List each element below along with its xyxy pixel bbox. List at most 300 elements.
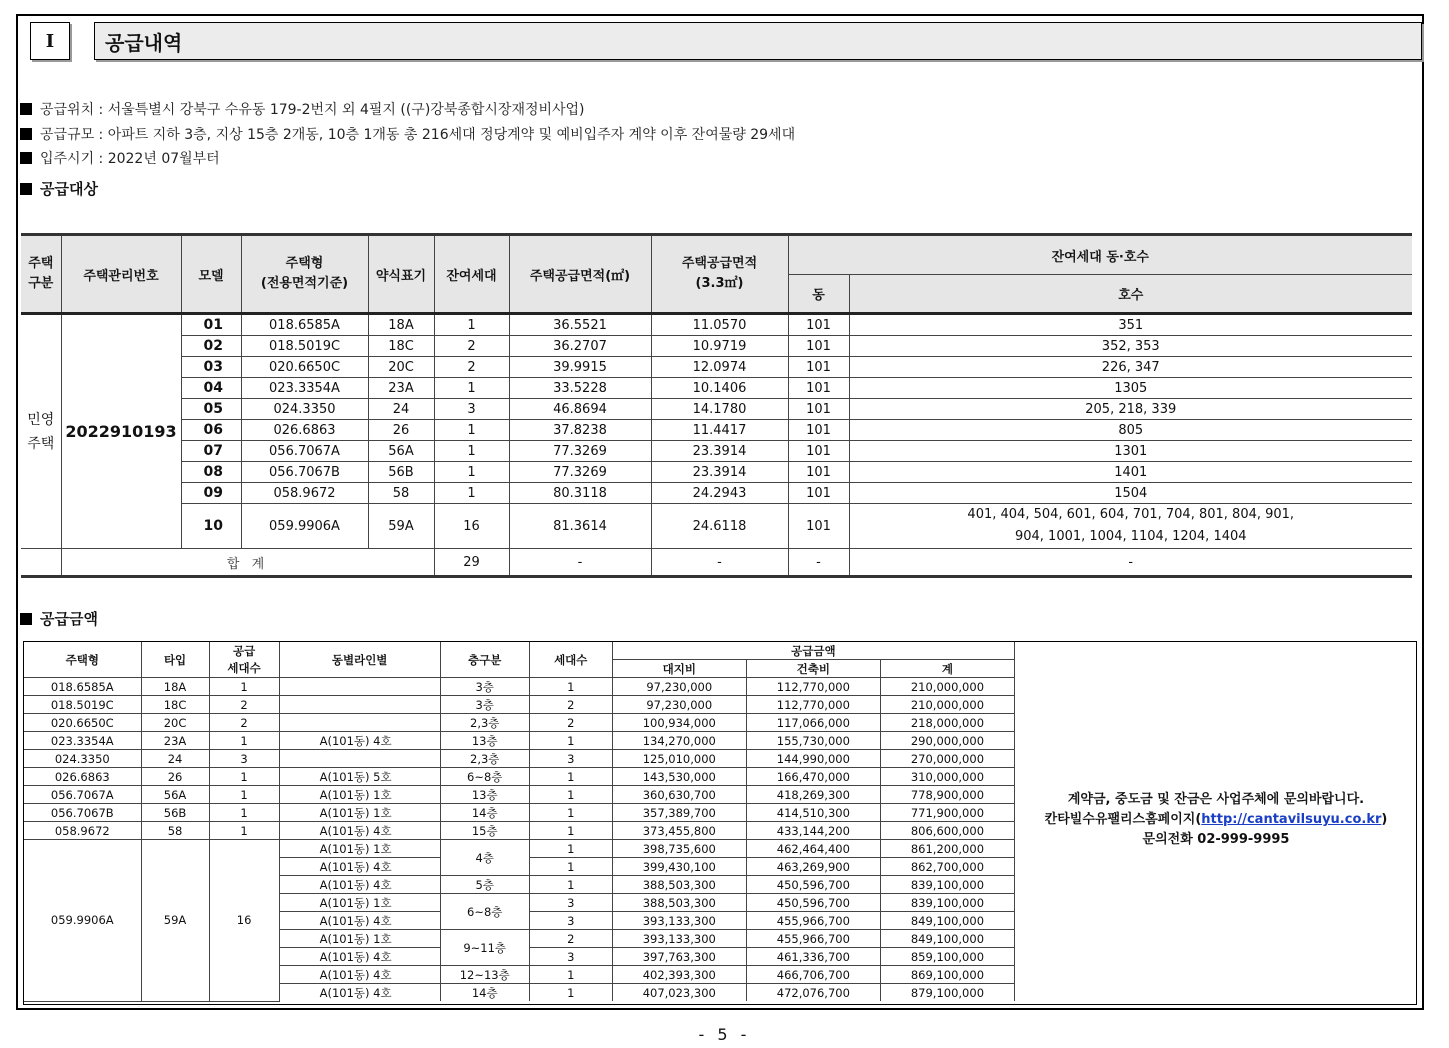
house-type-cell: 056.7067A <box>241 441 368 462</box>
floor-cell: 13층 <box>440 786 529 804</box>
info-location <box>20 101 585 119</box>
units-cell: 1 <box>209 804 279 822</box>
model-cell: 04 <box>181 378 241 399</box>
floor-cell: 5층 <box>440 876 529 894</box>
building-cell: 144,990,000 <box>746 750 880 768</box>
remaining-cell: 1 <box>434 441 509 462</box>
info-location-text: 공급위치 : 서울특별시 강북구 수유동 179-2번지 외 4필지 ((구)강북종합시장재정비사업) <box>40 102 585 118</box>
households-cell: 1 <box>529 804 612 822</box>
model-cell: 03 <box>181 357 241 378</box>
tier-cell: 23A <box>141 732 209 750</box>
th-sum: 계 <box>880 660 1014 678</box>
ho-line: 904, 1001, 1004, 1104, 1204, 1404 <box>1014 529 1247 544</box>
building-cell: 466,706,700 <box>746 966 880 984</box>
households-cell: 1 <box>529 858 612 876</box>
dong-cell: 101 <box>788 357 849 378</box>
page-number: - 5 - <box>698 1025 751 1044</box>
sum-cell: 270,000,000 <box>880 750 1014 768</box>
line-cell: A(101동) 4호 <box>279 876 440 894</box>
tier-cell: 24 <box>141 750 209 768</box>
area-py-cell: 14.1780 <box>651 399 788 420</box>
total-row <box>21 549 1412 577</box>
section-title <box>94 22 1422 60</box>
building-cell: 462,464,400 <box>746 840 880 858</box>
info-scale-text: 공급규모 : 아파트 지하 3층, 지상 15층 2개동, 10층 1개동 총 216세대 정당계약 및 예비입주자 계약 이후 잔여물량 29세대 <box>40 127 796 143</box>
table-row <box>24 768 1015 786</box>
households-cell: 1 <box>529 678 612 696</box>
type-cell: 059.9906A <box>24 840 141 1002</box>
line-cell: A(101동) 5호 <box>279 768 440 786</box>
section-number: I <box>30 22 70 60</box>
table-row <box>24 696 1015 714</box>
th-dong: 동 <box>788 275 849 314</box>
table-row <box>24 750 1015 768</box>
dong-cell: 101 <box>788 336 849 357</box>
area-cell: 77.3269 <box>509 441 651 462</box>
house-type-cell: 024.3350 <box>241 399 368 420</box>
area-py-cell: 11.0570 <box>651 314 788 336</box>
area-py-cell: 11.4417 <box>651 420 788 441</box>
line-cell <box>279 678 440 696</box>
area-py-cell: 23.3914 <box>651 441 788 462</box>
th-tier: 타입 <box>141 642 209 678</box>
abbr-cell: 18C <box>368 336 434 357</box>
mgmt-number-cell: 2022910193 <box>61 314 181 549</box>
sum-cell: 849,100,000 <box>880 912 1014 930</box>
land-cell: 360,630,700 <box>612 786 746 804</box>
line-cell: A(101동) 4호 <box>279 912 440 930</box>
land-cell: 407,023,300 <box>612 984 746 1002</box>
area-cell: 36.5521 <box>509 314 651 336</box>
th-remaining-units: 잔여세대 동·호수 <box>788 235 1412 275</box>
sum-cell: 218,000,000 <box>880 714 1014 732</box>
house-type-cell: 020.6650C <box>241 357 368 378</box>
line-cell: A(101동) 4호 <box>279 966 440 984</box>
area-cell: 80.3118 <box>509 483 651 504</box>
abbr-cell: 56A <box>368 441 434 462</box>
land-cell: 399,430,100 <box>612 858 746 876</box>
tier-cell: 56A <box>141 786 209 804</box>
households-cell: 2 <box>529 930 612 948</box>
ho-cell: 1305 <box>849 378 1412 399</box>
info-move-in <box>20 150 220 168</box>
table-row <box>21 441 1412 462</box>
table-row <box>24 840 1015 858</box>
land-cell: 393,133,300 <box>612 912 746 930</box>
sum-cell: 862,700,000 <box>880 858 1014 876</box>
floor-cell: 6~8층 <box>440 894 529 930</box>
line-cell: A(101동) 4호 <box>279 822 440 840</box>
dong-cell: 101 <box>788 483 849 504</box>
land-cell: 357,389,700 <box>612 804 746 822</box>
housing-category-cell: 민영 주택 <box>21 314 61 549</box>
line-cell: A(101동) 4호 <box>279 858 440 876</box>
building-cell: 155,730,000 <box>746 732 880 750</box>
area-cell: 39.9915 <box>509 357 651 378</box>
line-cell: A(101동) 4호 <box>279 984 440 1002</box>
building-cell: 112,770,000 <box>746 696 880 714</box>
th-land: 대지비 <box>612 660 746 678</box>
units-cell: 2 <box>209 714 279 732</box>
ho-cell: 351 <box>849 314 1412 336</box>
th-area-m2: 주택공급면적(㎡) <box>509 235 651 314</box>
land-cell: 143,530,000 <box>612 768 746 786</box>
land-cell: 397,763,300 <box>612 948 746 966</box>
contact-paren: ) <box>1381 812 1388 827</box>
building-cell: 166,470,000 <box>746 768 880 786</box>
sum-cell: 839,100,000 <box>880 894 1014 912</box>
area-py-cell: 10.9719 <box>651 336 788 357</box>
households-cell: 1 <box>529 984 612 1002</box>
households-cell: 2 <box>529 696 612 714</box>
abbr-cell: 23A <box>368 378 434 399</box>
th-area-py-sub: (3.3㎡) <box>695 276 744 291</box>
line-cell: A(101동) 4호 <box>279 948 440 966</box>
ho-cell: 805 <box>849 420 1412 441</box>
area-cell: 77.3269 <box>509 462 651 483</box>
floor-cell: 2,3층 <box>440 714 529 732</box>
sum-cell: 210,000,000 <box>880 696 1014 714</box>
building-cell: 112,770,000 <box>746 678 880 696</box>
area-cell: 33.5228 <box>509 378 651 399</box>
sum-cell: 859,100,000 <box>880 948 1014 966</box>
house-type-cell: 058.9672 <box>241 483 368 504</box>
sum-cell: 861,200,000 <box>880 840 1014 858</box>
total-count-cell: 29 <box>434 549 509 577</box>
floor-cell: 14층 <box>440 984 529 1002</box>
dong-cell: 101 <box>788 399 849 420</box>
sum-cell: 806,600,000 <box>880 822 1014 840</box>
table-row <box>21 483 1412 504</box>
ho-cell: 205, 218, 339 <box>849 399 1412 420</box>
units-cell: 1 <box>209 822 279 840</box>
abbr-cell: 20C <box>368 357 434 378</box>
model-cell: 07 <box>181 441 241 462</box>
ho-cell: 352, 353 <box>849 336 1412 357</box>
table-row <box>24 804 1015 822</box>
abbr-cell: 26 <box>368 420 434 441</box>
building-cell: 433,144,200 <box>746 822 880 840</box>
total-ho-cell: - <box>849 549 1412 577</box>
total-py-cell: - <box>651 549 788 577</box>
abbr-cell: 58 <box>368 483 434 504</box>
bullet-icon <box>20 128 32 140</box>
model-cell: 10 <box>181 504 241 549</box>
price-heading <box>20 608 98 629</box>
abbr-cell: 56B <box>368 462 434 483</box>
floor-cell: 4층 <box>440 840 529 876</box>
floor-cell: 3층 <box>440 696 529 714</box>
households-cell: 1 <box>529 732 612 750</box>
area-cell: 37.8238 <box>509 420 651 441</box>
building-cell: 455,966,700 <box>746 930 880 948</box>
ho-cell: 226, 347 <box>849 357 1412 378</box>
building-cell: 414,510,300 <box>746 804 880 822</box>
tier-cell: 56B <box>141 804 209 822</box>
sum-cell: 849,100,000 <box>880 930 1014 948</box>
building-cell: 461,336,700 <box>746 948 880 966</box>
area-py-cell: 12.0974 <box>651 357 788 378</box>
supply-target-table <box>21 233 1412 578</box>
house-type-cell: 059.9906A <box>241 504 368 549</box>
line-cell <box>279 714 440 732</box>
area-py-cell: 24.6118 <box>651 504 788 549</box>
sum-cell: 869,100,000 <box>880 966 1014 984</box>
sum-cell: 310,000,000 <box>880 768 1014 786</box>
floor-cell: 15층 <box>440 822 529 840</box>
land-cell: 402,393,300 <box>612 966 746 984</box>
building-cell: 450,596,700 <box>746 876 880 894</box>
area-cell: 81.3614 <box>509 504 651 549</box>
floor-cell: 13층 <box>440 732 529 750</box>
building-cell: 450,596,700 <box>746 894 880 912</box>
units-cell: 1 <box>209 732 279 750</box>
households-cell: 1 <box>529 966 612 984</box>
dong-cell: 101 <box>788 462 849 483</box>
dong-cell: 101 <box>788 441 849 462</box>
bullet-icon <box>20 183 32 195</box>
land-cell: 388,503,300 <box>612 876 746 894</box>
type-cell: 056.7067B <box>24 804 141 822</box>
remaining-cell: 1 <box>434 420 509 441</box>
units-cell: 3 <box>209 750 279 768</box>
contact-line2 <box>1016 810 1416 830</box>
floor-cell: 12~13층 <box>440 966 529 984</box>
land-cell: 398,735,600 <box>612 840 746 858</box>
land-cell: 100,934,000 <box>612 714 746 732</box>
sum-cell: 771,900,000 <box>880 804 1014 822</box>
households-cell: 3 <box>529 948 612 966</box>
households-cell: 1 <box>529 768 612 786</box>
line-cell: A(101동) 1호 <box>279 786 440 804</box>
th-households: 세대수 <box>529 642 612 678</box>
house-type-cell: 018.5019C <box>241 336 368 357</box>
remaining-cell: 1 <box>434 462 509 483</box>
contact-phone: 문의전화 02-999-9995 <box>1142 832 1290 847</box>
line-cell: A(101동) 1호 <box>279 804 440 822</box>
th-area-py <box>651 235 788 314</box>
table-row <box>21 336 1412 357</box>
table-row <box>24 714 1015 732</box>
area-py-cell: 10.1406 <box>651 378 788 399</box>
table-row <box>24 732 1015 750</box>
households-cell: 1 <box>529 840 612 858</box>
dong-cell: 101 <box>788 504 849 549</box>
area-py-cell: 24.2943 <box>651 483 788 504</box>
floor-cell: 14층 <box>440 804 529 822</box>
dong-cell: 101 <box>788 314 849 336</box>
land-cell: 134,270,000 <box>612 732 746 750</box>
table-row <box>21 314 1412 336</box>
contact-line1: 계약금, 중도금 및 잔금은 사업주체에 문의바랍니다. <box>1067 792 1365 807</box>
units-cell: 1 <box>209 768 279 786</box>
households-cell: 3 <box>529 894 612 912</box>
contact-note <box>1016 790 1416 850</box>
sum-cell: 778,900,000 <box>880 786 1014 804</box>
tier-cell: 26 <box>141 768 209 786</box>
bullet-icon <box>20 103 32 115</box>
land-cell: 97,230,000 <box>612 696 746 714</box>
building-cell: 463,269,900 <box>746 858 880 876</box>
line-cell: A(101동) 4호 <box>279 732 440 750</box>
floor-cell: 3층 <box>440 678 529 696</box>
type-cell: 023.3354A <box>24 732 141 750</box>
section-title-text: 공급내역 <box>105 30 183 55</box>
table-row <box>21 378 1412 399</box>
land-cell: 97,230,000 <box>612 678 746 696</box>
land-cell: 373,455,800 <box>612 822 746 840</box>
building-cell: 418,269,300 <box>746 786 880 804</box>
households-cell: 1 <box>529 786 612 804</box>
type-cell: 058.9672 <box>24 822 141 840</box>
remaining-cell: 16 <box>434 504 509 549</box>
table-row <box>21 504 1412 549</box>
area-cell: 46.8694 <box>509 399 651 420</box>
model-cell: 06 <box>181 420 241 441</box>
total-dong-cell: - <box>788 549 849 577</box>
th-price: 공급금액 <box>612 642 1014 660</box>
land-cell: 125,010,000 <box>612 750 746 768</box>
floor-cell: 6~8층 <box>440 768 529 786</box>
price-heading-text: 공급금액 <box>40 610 98 628</box>
bullet-icon <box>20 152 32 164</box>
th-remaining: 잔여세대 <box>434 235 509 314</box>
table-row <box>24 678 1015 696</box>
ho-cell <box>849 504 1412 549</box>
info-scale <box>20 126 795 144</box>
house-type-cell: 023.3354A <box>241 378 368 399</box>
table-row <box>21 420 1412 441</box>
info-move-in-text: 입주시기 : 2022년 07월부터 <box>40 151 220 167</box>
bullet-icon <box>20 613 32 625</box>
model-cell: 05 <box>181 399 241 420</box>
ho-line: 401, 404, 504, 601, 604, 701, 704, 801, 804, 901, <box>967 507 1295 522</box>
floor-cell: 2,3층 <box>440 750 529 768</box>
remaining-cell: 1 <box>434 483 509 504</box>
tier-cell: 18A <box>141 678 209 696</box>
type-cell: 056.7067A <box>24 786 141 804</box>
units-cell: 1 <box>209 786 279 804</box>
tier-cell: 58 <box>141 822 209 840</box>
line-cell: A(101동) 1호 <box>279 840 440 858</box>
type-cell: 018.6585A <box>24 678 141 696</box>
households-cell: 1 <box>529 876 612 894</box>
tier-cell: 18C <box>141 696 209 714</box>
homepage-link[interactable]: http://cantavilsuyu.co.kr <box>1201 812 1382 827</box>
households-cell: 3 <box>529 750 612 768</box>
house-type-cell: 018.6585A <box>241 314 368 336</box>
tier-cell: 59A <box>141 840 209 1002</box>
remaining-cell: 1 <box>434 314 509 336</box>
house-type-cell: 026.6863 <box>241 420 368 441</box>
sum-cell: 290,000,000 <box>880 732 1014 750</box>
sum-cell: 839,100,000 <box>880 876 1014 894</box>
th-category: 주택 구분 <box>21 235 61 314</box>
floor-cell: 9~11층 <box>440 930 529 966</box>
model-cell: 09 <box>181 483 241 504</box>
line-cell <box>279 750 440 768</box>
ho-cell: 1301 <box>849 441 1412 462</box>
households-cell: 2 <box>529 714 612 732</box>
table-row <box>21 357 1412 378</box>
ho-cell: 1401 <box>849 462 1412 483</box>
th-building: 건축비 <box>746 660 880 678</box>
target-heading-text: 공급대상 <box>40 180 98 198</box>
type-cell: 026.6863 <box>24 768 141 786</box>
ho-cell: 1504 <box>849 483 1412 504</box>
line-cell <box>279 696 440 714</box>
line-cell: A(101동) 1호 <box>279 894 440 912</box>
land-cell: 393,133,300 <box>612 930 746 948</box>
th-house-type-text: 주택형 <box>285 256 324 271</box>
area-cell: 36.2707 <box>509 336 651 357</box>
dong-cell: 101 <box>788 378 849 399</box>
households-cell: 1 <box>529 822 612 840</box>
units-cell: 16 <box>209 840 279 1002</box>
target-heading <box>20 178 98 199</box>
abbr-cell: 18A <box>368 314 434 336</box>
sum-cell: 879,100,000 <box>880 984 1014 1002</box>
th-type: 주택형 <box>24 642 141 678</box>
area-py-cell: 23.3914 <box>651 462 788 483</box>
th-model: 모델 <box>181 235 241 314</box>
abbr-cell: 24 <box>368 399 434 420</box>
table-row <box>21 462 1412 483</box>
type-cell: 024.3350 <box>24 750 141 768</box>
contact-homepage-label: 칸타빌수유팰리스홈페이지( <box>1044 812 1202 827</box>
remaining-cell: 3 <box>434 399 509 420</box>
table-row <box>24 786 1015 804</box>
dong-cell: 101 <box>788 420 849 441</box>
model-cell: 08 <box>181 462 241 483</box>
land-cell: 388,503,300 <box>612 894 746 912</box>
th-units-supply: 공급 세대수 <box>209 642 279 678</box>
th-house-type-sub: (전용면적기준) <box>260 276 349 291</box>
th-floor: 층구분 <box>440 642 529 678</box>
th-area-py-text: 주택공급면적 <box>681 256 758 271</box>
th-ho: 호수 <box>849 275 1412 314</box>
building-cell: 455,966,700 <box>746 912 880 930</box>
building-cell: 472,076,700 <box>746 984 880 1002</box>
type-cell: 020.6650C <box>24 714 141 732</box>
table-row <box>21 399 1412 420</box>
total-label-cell: 합 계 <box>61 549 434 577</box>
remaining-cell: 2 <box>434 336 509 357</box>
table-row <box>24 822 1015 840</box>
th-line: 동별라인별 <box>279 642 440 678</box>
remaining-cell: 2 <box>434 357 509 378</box>
price-table <box>24 642 1015 1002</box>
households-cell: 3 <box>529 912 612 930</box>
units-cell: 2 <box>209 696 279 714</box>
empty-cell <box>21 549 61 577</box>
remaining-cell: 1 <box>434 378 509 399</box>
line-cell: A(101동) 1호 <box>279 930 440 948</box>
building-cell: 117,066,000 <box>746 714 880 732</box>
house-type-cell: 056.7067B <box>241 462 368 483</box>
type-cell: 018.5019C <box>24 696 141 714</box>
sum-cell: 210,000,000 <box>880 678 1014 696</box>
total-area-cell: - <box>509 549 651 577</box>
abbr-cell: 59A <box>368 504 434 549</box>
tier-cell: 20C <box>141 714 209 732</box>
th-mgmt-no: 주택관리번호 <box>61 235 181 314</box>
units-cell: 1 <box>209 678 279 696</box>
th-abbr: 약식표기 <box>368 235 434 314</box>
model-cell: 01 <box>181 314 241 336</box>
th-house-type <box>241 235 368 314</box>
model-cell: 02 <box>181 336 241 357</box>
